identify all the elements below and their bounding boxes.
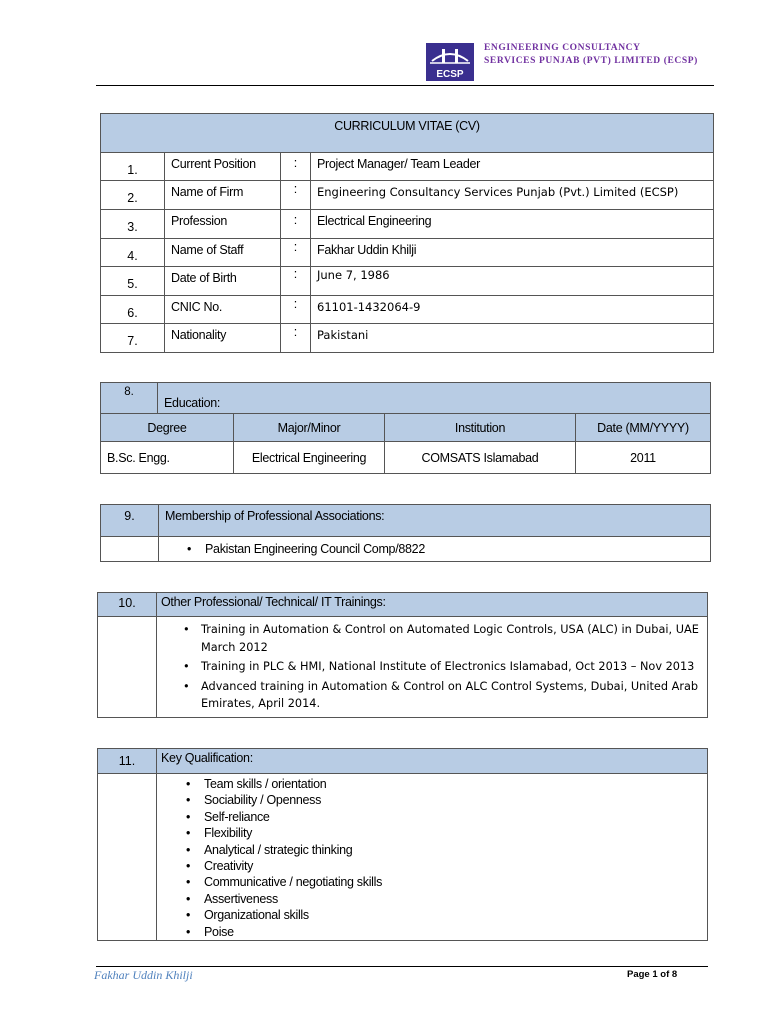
section-title: Other Professional/ Technical/ IT Trainings: [161,595,386,609]
trainings-row [98,617,708,718]
list-item: • Flexibility [178,825,699,841]
table-cell: COMSATS Islamabad [421,450,539,465]
page-number: Page 1 of 8 [627,969,678,980]
logo-text: ECSP [436,69,464,80]
company-name-line2: SERVICES PUNJAB (PVT) LIMITED (ECSP) [484,56,698,66]
bridge-icon [426,43,474,81]
cv-table [100,113,714,353]
row-number: 3. [127,220,138,234]
header-divider [96,85,714,86]
cv-row [101,181,714,210]
row-value: Project Manager/ Team Leader [317,157,480,171]
row-value: 61101-1432064-9 [317,300,421,314]
row-number: 5. [127,277,138,291]
column-header: Degree [147,420,187,435]
row-label: Profession [171,214,228,228]
education-title-row [101,383,711,414]
list-item: • Team skills / orientation [178,776,699,792]
section-title: Membership of Professional Associations: [165,509,385,523]
cv-row [101,153,714,181]
row-colon: : [293,297,298,311]
cv-title: CURRICULUM VITAE (CV) [334,119,480,133]
row-number: 2. [127,191,138,205]
cv-row [101,239,714,267]
column-header: Institution [454,420,506,435]
row-label: Current Position [171,157,256,171]
list-item: • Self-reliance [178,809,699,825]
row-number: 1. [127,162,138,177]
section-number: 11. [118,754,136,768]
education-row [101,442,711,474]
section-number: 9. [124,509,135,523]
list-item: • Analytical / strategic thinking [178,842,699,858]
row-value: Fakhar Uddin Khilji [317,243,417,257]
list-item: • Communicative / negotiating skills [178,874,699,890]
row-colon: : [293,325,298,339]
qualifications-table [97,748,708,941]
row-value: Engineering Consultancy Services Punjab (Pvt.) Limited (ECSP) [317,185,679,199]
company-name-line1: ENGINEERING CONSULTANCY [484,43,641,53]
row-number: 4. [127,248,138,263]
section-title: Education: [164,396,221,410]
column-header: Major/Minor [277,420,341,435]
membership-row [101,537,711,562]
membership-title-row [101,505,711,537]
row-colon: : [293,267,298,281]
row-value: June 7, 1986 [317,268,390,282]
row-label: CNIC No. [171,300,223,314]
row-label: Nationality [171,328,227,342]
table-cell: B.Sc. Engg. [107,450,170,465]
section-number: 8. [124,386,134,398]
education-table [100,382,711,474]
list-item: • Creativity [178,858,699,874]
row-value: Pakistani [317,328,369,342]
cv-row [101,210,714,239]
row-label: Name of Staff [171,243,244,257]
row-colon: : [293,156,298,170]
row-number: 6. [127,305,138,320]
list-item: • Training in PLC & HMI, National Institute of Electronics Islamabad, Oct 2013 – Nov 2013 [175,658,699,676]
list-item: • Pakistan Engineering Council Comp/8822 [179,542,704,556]
row-value: Electrical Engineering [317,214,432,228]
section-title: Key Qualification: [161,751,253,765]
table-cell: Electrical Engineering [251,450,367,465]
column-header: Date (MM/YYYY) [597,420,689,435]
row-number: 7. [127,334,138,348]
cv-row [101,267,714,296]
footer-author: Fakhar Uddin Khilji [94,968,193,982]
trainings-table [97,592,708,718]
list-item: • Training in Automation & Control on Automated Logic Controls, USA (ALC) in Dubai, UAE March 2012 [175,621,699,656]
cv-title-row [101,114,714,153]
footer-divider [96,966,708,967]
row-colon: : [293,213,298,227]
trainings-title-row [98,593,708,617]
cv-row [101,324,714,353]
qualifications-row [98,774,708,941]
list-item: • Assertiveness [178,891,699,907]
row-label: Date of Birth [171,271,237,285]
membership-table [100,504,711,562]
list-item: • Organizational skills [178,907,699,923]
education-header-row [101,414,711,442]
list-item: • Poise [178,924,699,940]
cv-row [101,296,714,324]
row-colon: : [293,240,298,254]
list-item: • Advanced training in Automation & Control on ALC Control Systems, Dubai, United Arab Emirates, April 2014. [175,678,699,713]
company-logo [426,43,474,81]
section-number: 10. [118,596,136,610]
list-item: • Sociability / Openness [178,792,699,808]
row-colon: : [293,182,298,196]
row-label: Name of Firm [171,185,244,199]
table-cell: 2011 [630,450,656,465]
qualifications-title-row [98,749,708,774]
company-name [484,42,744,68]
